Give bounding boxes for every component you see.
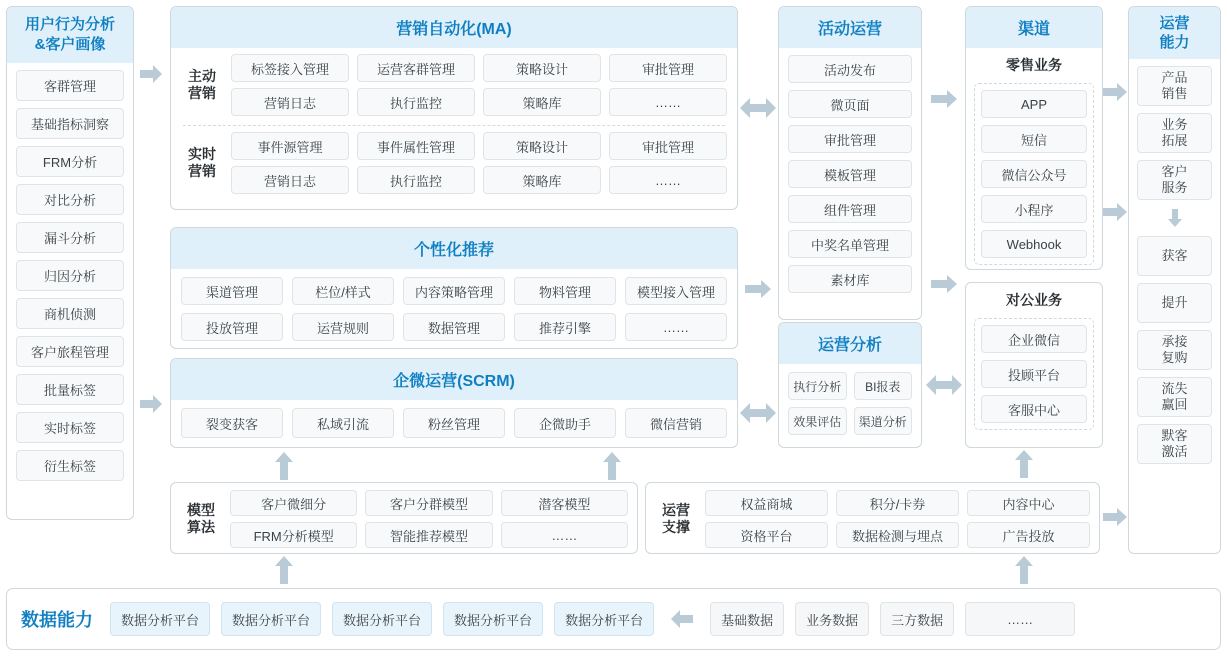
model-label-line1: 模型 [187, 502, 215, 518]
campaign-cell[interactable]: 微页面 [788, 90, 912, 118]
arrow-left-icon [665, 608, 699, 630]
cap-title-line1: 运营 [1159, 15, 1190, 32]
reco-cell[interactable]: …… [625, 313, 727, 341]
arrow-up-icon [272, 554, 296, 586]
arrow-right-icon [926, 272, 962, 296]
arrow-up-icon [600, 450, 624, 482]
cap-line2: 复购 [1161, 350, 1188, 365]
channel-retail-title: 零售业务 [1006, 57, 1062, 73]
channel-cell[interactable]: Webhook [981, 230, 1087, 258]
arrow-right-icon [138, 62, 164, 86]
data-source-chip[interactable]: …… [965, 602, 1075, 636]
support-label-line2: 支撑 [662, 519, 690, 535]
capability-cell[interactable] [1137, 236, 1212, 276]
cap-line1: 提升 [1161, 295, 1188, 310]
arrow-right-icon [926, 87, 962, 111]
model-label [180, 502, 222, 536]
ma-group-label [181, 68, 223, 102]
ma-cell[interactable]: 事件属性管理 [357, 132, 475, 160]
channel-cell[interactable]: 企业微信 [981, 325, 1087, 353]
panel-scrm [170, 358, 738, 448]
ma-group-realtime [171, 126, 737, 194]
ma-cell[interactable]: 营销日志 [231, 166, 349, 194]
cap-line1: 获客 [1161, 248, 1188, 263]
support-cell[interactable]: 内容中心 [967, 490, 1090, 516]
capability-cell[interactable] [1137, 160, 1212, 200]
ma-cell[interactable]: 执行监控 [357, 88, 475, 116]
panel-title-scrm: 企微运营(SCRM) [171, 359, 737, 400]
list-item[interactable]: FRM分析 [16, 146, 124, 177]
channel-cell[interactable]: 小程序 [981, 195, 1087, 223]
arrow-bidirectional-icon [738, 400, 778, 426]
reco-cell[interactable]: 物料管理 [514, 277, 616, 305]
data-platform-chip[interactable]: 数据分析平台 [332, 602, 432, 636]
scrm-cell[interactable]: 微信营销 [625, 408, 727, 438]
ma-label-line2: 营销 [188, 85, 216, 101]
reco-cell[interactable]: 推荐引擎 [514, 313, 616, 341]
opsana-cell[interactable]: 执行分析 [788, 372, 847, 400]
capability-cell[interactable] [1137, 377, 1212, 417]
scrm-cell[interactable]: 企微助手 [514, 408, 616, 438]
arrow-down-icon [1137, 207, 1212, 229]
reco-cell[interactable]: 渠道管理 [181, 277, 283, 305]
panel-model-algorithm [170, 482, 638, 554]
ma-cell[interactable]: 策略库 [483, 88, 601, 116]
ma-cell[interactable]: 审批管理 [609, 54, 727, 82]
data-source-chip[interactable]: 基础数据 [710, 602, 784, 636]
arrow-bidirectional-icon [924, 372, 964, 398]
ma-cell[interactable]: …… [609, 166, 727, 194]
scrm-cell[interactable]: 粉丝管理 [403, 408, 505, 438]
reco-cell[interactable]: 栏位/样式 [292, 277, 394, 305]
cap-line1: 承接 [1161, 334, 1188, 349]
channel-retail-box [974, 83, 1094, 265]
arrow-right-icon [138, 392, 164, 416]
support-cell[interactable]: 广告投放 [967, 522, 1090, 548]
list-item[interactable]: 批量标签 [16, 374, 124, 405]
channel-cell[interactable]: 短信 [981, 125, 1087, 153]
reco-cell[interactable]: 内容策略管理 [403, 277, 505, 305]
cap-line1: 客户 [1161, 164, 1188, 179]
list-item[interactable]: 对比分析 [16, 184, 124, 215]
arrow-up-icon [272, 450, 296, 482]
opsana-cell[interactable]: BI报表 [854, 372, 913, 400]
data-platform-chip[interactable]: 数据分析平台 [110, 602, 210, 636]
arrow-right-icon [1100, 80, 1130, 104]
panel-operation-support [645, 482, 1100, 554]
campaign-cell[interactable]: 模板管理 [788, 160, 912, 188]
panel-operation-analysis [778, 322, 922, 448]
ma-cell[interactable]: 审批管理 [609, 132, 727, 160]
ma-cell[interactable]: …… [609, 88, 727, 116]
panel-title-channel: 渠道 [966, 7, 1102, 48]
data-source-chip[interactable]: 三方数据 [880, 602, 954, 636]
cap-line2: 服务 [1161, 180, 1188, 195]
channel-cell[interactable]: APP [981, 90, 1087, 118]
channel-corp-title: 对公业务 [1006, 292, 1062, 308]
list-item[interactable]: 归因分析 [16, 260, 124, 291]
panel-campaign-operations [778, 6, 922, 320]
opsana-cell[interactable]: 渠道分析 [854, 407, 913, 435]
cap-line1: 默客 [1161, 428, 1188, 443]
list-item[interactable]: 商机侦测 [16, 298, 124, 329]
list-item[interactable]: 实时标签 [16, 412, 124, 443]
left-title-line1: 用户行为分析 [24, 16, 115, 33]
panel-title-ops-analysis: 运营分析 [779, 323, 921, 364]
ma-cell[interactable]: 执行监控 [357, 166, 475, 194]
capability-cell[interactable] [1137, 66, 1212, 106]
model-cell[interactable]: FRM分析模型 [230, 522, 357, 548]
reco-cell[interactable]: 投放管理 [181, 313, 283, 341]
campaign-cell[interactable]: 中奖名单管理 [788, 230, 912, 258]
ma-label-line1: 主动 [188, 68, 216, 84]
data-platform-chip[interactable]: 数据分析平台 [221, 602, 321, 636]
model-cell[interactable]: 客户分群模型 [365, 490, 492, 516]
opsana-cell[interactable]: 效果评估 [788, 407, 847, 435]
panel-title-ma: 营销自动化(MA) [171, 7, 737, 48]
scrm-cell[interactable]: 私域引流 [292, 408, 394, 438]
cap-line2: 销售 [1161, 86, 1188, 101]
arrow-bidirectional-icon [738, 95, 778, 121]
panel-user-behavior-analysis [6, 6, 134, 520]
capability-cell[interactable] [1137, 283, 1212, 323]
cap-line1: 流失 [1161, 381, 1188, 396]
campaign-cell[interactable]: 素材库 [788, 265, 912, 293]
support-cell[interactable]: 数据检测与埋点 [836, 522, 959, 548]
campaign-cell[interactable]: 审批管理 [788, 125, 912, 153]
support-cell[interactable]: 积分/卡券 [836, 490, 959, 516]
arrow-right-icon [1100, 200, 1130, 224]
reco-cell[interactable]: 模型接入管理 [625, 277, 727, 305]
campaign-cell[interactable]: 活动发布 [788, 55, 912, 83]
arrow-right-icon [1100, 505, 1130, 529]
data-source-chip[interactable]: 业务数据 [795, 602, 869, 636]
channel-cell[interactable]: 微信公众号 [981, 160, 1087, 188]
ma-group-proactive [171, 48, 737, 116]
list-item[interactable]: 衍生标签 [16, 450, 124, 481]
cap-line2: 激活 [1161, 444, 1188, 459]
capability-cell[interactable] [1137, 424, 1212, 464]
panel-data-capability [6, 588, 1221, 650]
cap-line1: 产品 [1161, 70, 1188, 85]
scrm-cell[interactable]: 裂变获客 [181, 408, 283, 438]
support-label [655, 502, 697, 536]
left-item-list [7, 63, 133, 490]
model-cell[interactable]: 智能推荐模型 [365, 522, 492, 548]
support-label-line1: 运营 [662, 502, 690, 518]
ma-label-line1: 实时 [188, 146, 216, 162]
cap-line2: 拓展 [1161, 133, 1188, 148]
reco-cell[interactable]: 数据管理 [403, 313, 505, 341]
arrow-up-icon [1012, 554, 1036, 586]
model-cell[interactable]: 潜客模型 [501, 490, 628, 516]
support-cell[interactable]: 权益商城 [705, 490, 828, 516]
channel-corp-box [974, 318, 1094, 430]
channel-cell[interactable]: 投顾平台 [981, 360, 1087, 388]
cap-line2: 赢回 [1161, 397, 1188, 412]
ma-group-label [181, 146, 223, 180]
arrow-right-icon [740, 277, 776, 301]
list-item[interactable]: 客户旅程管理 [16, 336, 124, 367]
panel-channel-corporate [965, 282, 1103, 448]
list-item[interactable]: 漏斗分析 [16, 222, 124, 253]
model-label-line2: 算法 [187, 519, 215, 535]
panel-title-capability [1129, 7, 1220, 59]
model-cell[interactable]: 客户微细分 [230, 490, 357, 516]
model-cell[interactable]: …… [501, 522, 628, 548]
list-item[interactable]: 客群管理 [16, 70, 124, 101]
panel-channel-retail [965, 6, 1103, 270]
ma-cell[interactable]: 策略库 [483, 166, 601, 194]
ma-cell[interactable]: 策略设计 [483, 54, 601, 82]
left-title-line2: &客户画像 [34, 36, 106, 53]
cap-line1: 业务 [1161, 117, 1188, 132]
ma-cell[interactable]: 策略设计 [483, 132, 601, 160]
channel-cell[interactable]: 客服中心 [981, 395, 1087, 423]
ma-cell[interactable]: 事件源管理 [231, 132, 349, 160]
reco-cell[interactable]: 运营规则 [292, 313, 394, 341]
panel-operation-capability [1128, 6, 1221, 554]
panel-title-reco: 个性化推荐 [171, 228, 737, 269]
data-platform-chip[interactable]: 数据分析平台 [443, 602, 543, 636]
data-capability-title: 数据能力 [21, 610, 93, 630]
ma-cell[interactable]: 标签接入管理 [231, 54, 349, 82]
ma-cell[interactable]: 运营客群管理 [357, 54, 475, 82]
panel-title-campaign: 活动运营 [779, 7, 921, 48]
list-item[interactable]: 基础指标洞察 [16, 108, 124, 139]
support-cell[interactable]: 资格平台 [705, 522, 828, 548]
panel-marketing-automation [170, 6, 738, 210]
arrow-up-icon [1012, 448, 1036, 480]
cap-title-line2: 能力 [1159, 34, 1190, 51]
capability-cell[interactable] [1137, 330, 1212, 370]
campaign-cell[interactable]: 组件管理 [788, 195, 912, 223]
panel-personalized-recommendation [170, 227, 738, 349]
capability-cell[interactable] [1137, 113, 1212, 153]
ma-cell[interactable]: 营销日志 [231, 88, 349, 116]
panel-title-user-behavior [7, 7, 133, 63]
data-platform-chip[interactable]: 数据分析平台 [554, 602, 654, 636]
ma-label-line2: 营销 [188, 163, 216, 179]
